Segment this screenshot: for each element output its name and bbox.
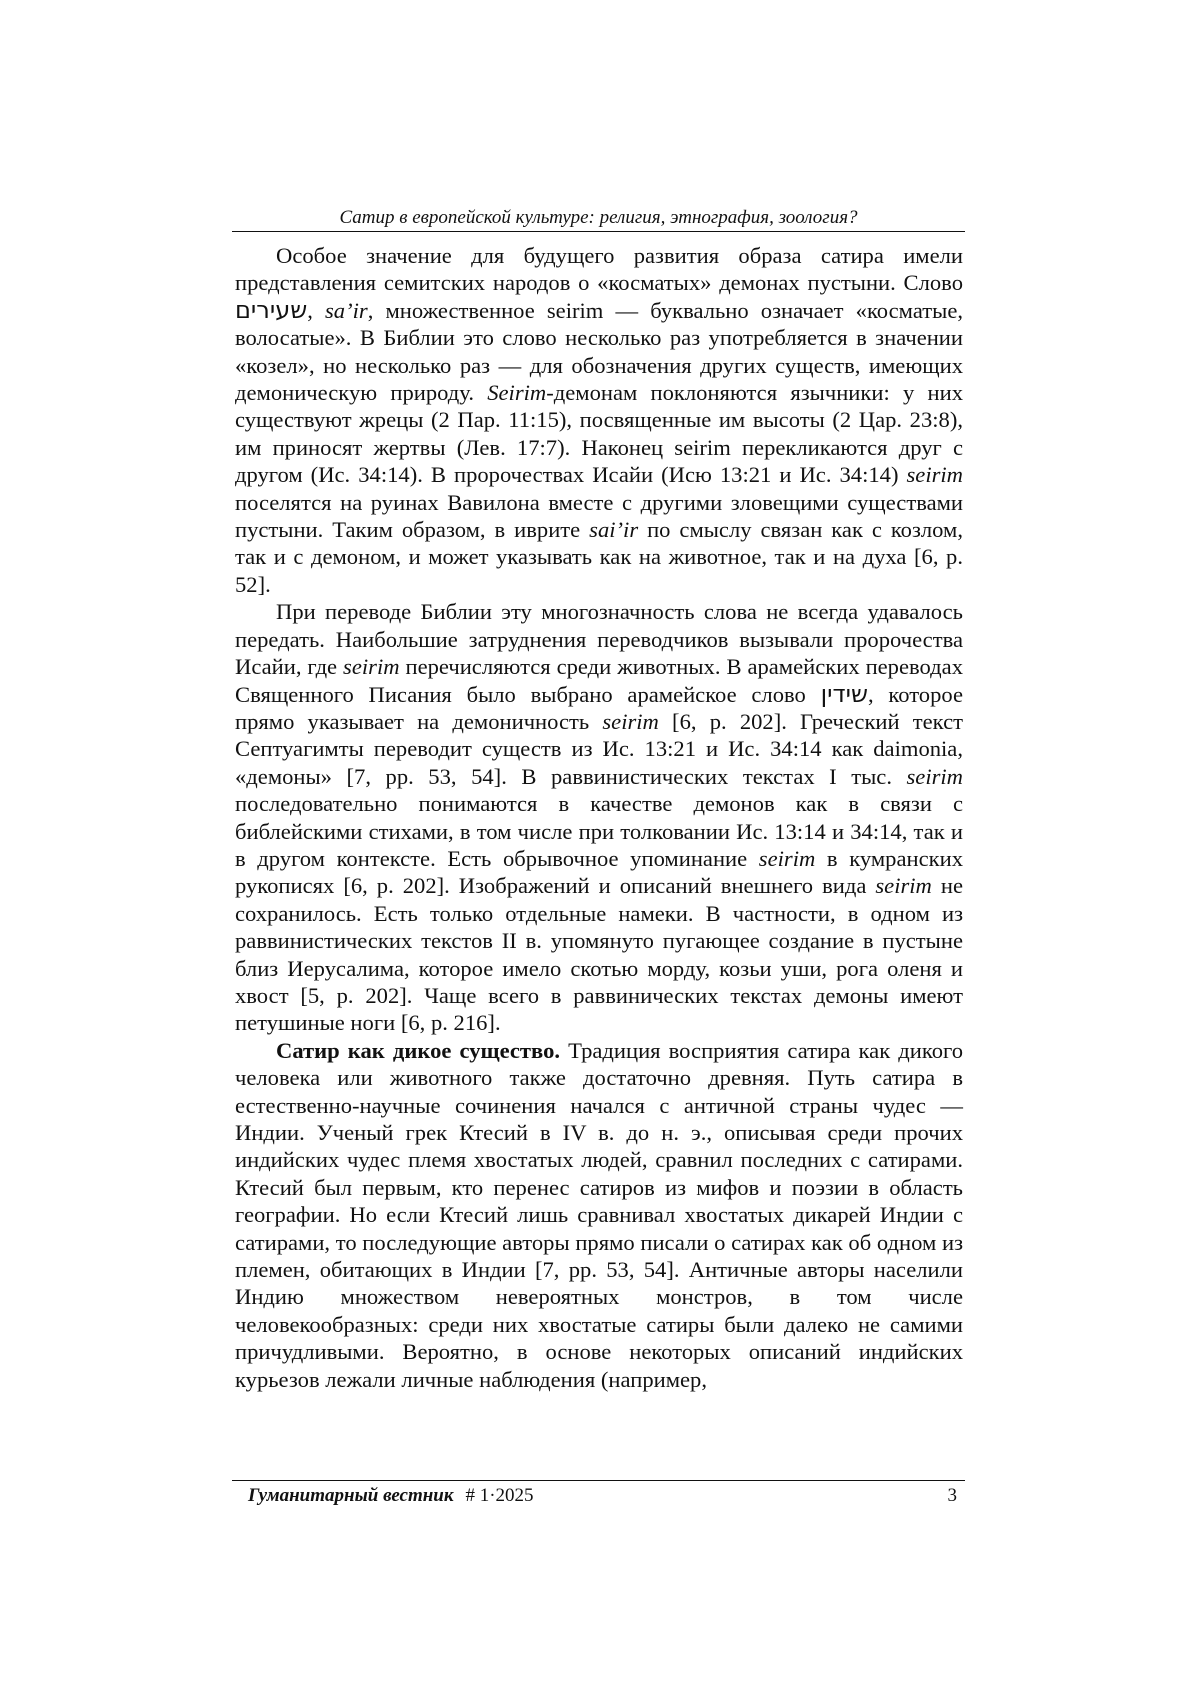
italic-term: seirim bbox=[758, 845, 816, 871]
page-footer bbox=[232, 1480, 965, 1508]
paragraph-2 bbox=[235, 598, 963, 1037]
text-span: -демонам поклоняются язычники: у них существуют жрецы (2 Пар. 11:15), посвященные им высоты (2 Цар. 23:8), им приносят жертвы (Лев. 17:7). Наконец seirim перекликаются друг с другом (Ис. 34:14). В пророчествах Исайи (Исю 13:21 и Ис. 34:14) bbox=[235, 380, 964, 488]
italic-term: Seirim bbox=[487, 380, 547, 406]
text-span: , bbox=[307, 297, 326, 323]
italic-term: seirim bbox=[343, 654, 400, 680]
italic-term: sa’ir bbox=[325, 297, 368, 323]
running-title: Сатир в европейской культуре: религия, этнография, зоология? bbox=[232, 206, 965, 232]
italic-term: seirim bbox=[602, 708, 659, 734]
issue-number: # 1·2025 bbox=[465, 1485, 534, 1506]
text-span: в кумранских рукописях [6, p. 202]. Изображений и описаний внешнего вида bbox=[235, 845, 963, 899]
text-span: последовательно понимаются в качестве демонов как в связи с библейскими стихами, в том числе при толковании Ис. 13:14 и 34:14, так и в другом контексте. Есть обрывочное упоминание bbox=[235, 791, 963, 871]
hebrew-word: שידין bbox=[820, 679, 868, 708]
text-span: перечисляются среди животных. В арамейских переводах Священного Писания было выбрано арамейское слово bbox=[235, 654, 963, 707]
text-span: по смыслу связан как с козлом, так и с демоном, и может указывать как на животное, так и на духа [6, p. 52]. bbox=[235, 517, 963, 597]
article-body bbox=[235, 242, 963, 1393]
text-span: Особое значение для будущего развития образа сатира имели представления семитских народов о «косматых» демонах пустыни. Слово bbox=[235, 243, 963, 296]
text-span: При переводе Библии эту многозначность слова не всегда удавалось передать. Наибольшие затруднения переводчиков вызывали пророчества Исайи, где bbox=[235, 599, 963, 680]
text-span: Традиция восприятия сатира как дикого человека или животного также достаточно древняя. Путь сатира в естественно-научные сочинения начался с античной страны чудес — Индии. Ученый грек Ктесий в IV в. до н. э., описывая среди прочих индийских чудес племя хвостатых людей, сравнил последних с сатирами. Ктесий был первым, кто перенес сатиров из мифов и поэзии в область географии. Но если Ктесий лишь сравнивал хвостатых дикарей Индии с сатирами, то последующие авторы прямо писали о сатирах как об одном из племен, обитающих в Индии [7, pp. 53, 54]. Античные авторы населили Индию множеством невероятных монстров, в том числе человекообразных: среди них хвостатые сатиры были далеко не самими причудливыми. Вероятно, в основе некоторых описаний индийских курьезов лежали личные наблюдения (например, bbox=[235, 1037, 963, 1392]
italic-term: seirim bbox=[906, 462, 963, 488]
section-heading: Сатир как дикое существо. bbox=[276, 1037, 561, 1063]
italic-term: seirim bbox=[906, 763, 963, 789]
italic-term: sai’ir bbox=[589, 517, 639, 543]
italic-term: seirim bbox=[875, 873, 932, 899]
paragraph-1 bbox=[235, 242, 963, 598]
page-number: 3 bbox=[947, 1485, 957, 1506]
text-span: , множественное seirim — буквально означает «косматые, волосатые». В Библии это слово несколько раз употребляется в значении «козел», но несколько раз — для обозначения других существ, имеющих демоническую природу. bbox=[235, 297, 963, 406]
text-span: поселятся на руинах Вавилона вместе с другими зловещими существами пустыни. Таким образом, в иврите bbox=[235, 489, 963, 543]
text-span: [6, p. 202]. Греческий текст Септуагимты переводит существ из Ис. 13:21 и Ис. 34:14 как daimonia, «демоны» [7, pp. 53, 54]. В раввинистических текстах I тыс. bbox=[235, 708, 963, 789]
hebrew-word: שעירים bbox=[235, 295, 308, 324]
paragraph-3 bbox=[235, 1037, 963, 1393]
text-span: не сохранилось. Есть только отдельные намеки. В частности, в одном из раввинистических текстов II в. упомянуто пугающее создание в пустыне близ Иерусалима, которое имело скотью морду, козьи уши, рога оленя и хвост [5, p. 202]. Чаще всего в раввинических текстах демоны имеют петушиные ноги [6, p. 216]. bbox=[235, 873, 963, 1036]
text-span: , которое прямо указывает на демоничность bbox=[235, 681, 963, 734]
journal-title: Гуманитарный вестник bbox=[248, 1485, 454, 1506]
